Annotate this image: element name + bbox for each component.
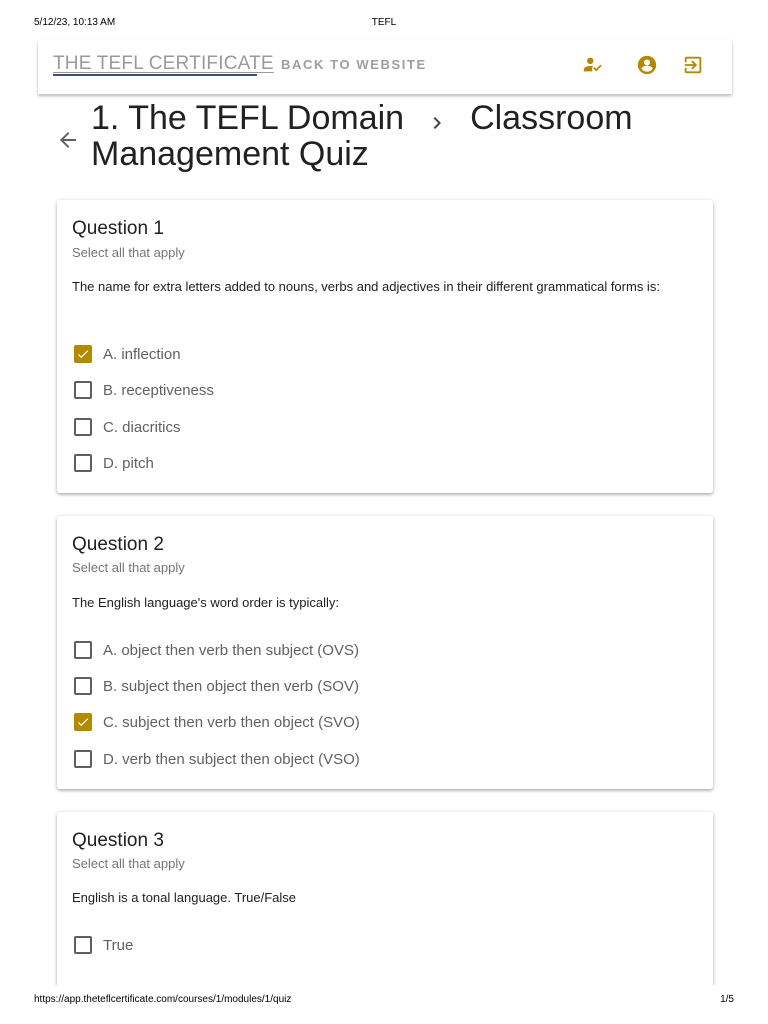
- exit-icon[interactable]: [681, 53, 705, 77]
- option-b[interactable]: [74, 675, 359, 697]
- brand-link[interactable]: THE TEFL CERTIFICATE: [53, 53, 274, 74]
- brand-underline: [53, 74, 257, 76]
- option-label: B. subject then object then verb (SOV): [103, 677, 359, 695]
- option-label: A. inflection: [103, 345, 181, 363]
- option-a[interactable]: [74, 343, 181, 365]
- question-text: English is a tonal language. True/False: [72, 890, 297, 905]
- checkbox-icon[interactable]: [74, 381, 92, 399]
- print-datetime: 5/12/23, 10:13 AM: [34, 17, 116, 28]
- checkbox-checked-icon[interactable]: [74, 345, 92, 363]
- app-bar: [38, 40, 732, 94]
- breadcrumb-module[interactable]: 1. The TEFL Domain: [91, 99, 405, 137]
- checkbox-icon[interactable]: [74, 641, 92, 659]
- checkbox-checked-icon[interactable]: [74, 713, 92, 731]
- question-title: Question 2: [72, 534, 164, 555]
- option-label: True: [103, 936, 134, 954]
- question-text: The name for extra letters added to nouns, verbs and adjectives in their different grammatical forms is:: [72, 279, 660, 294]
- grading-icon[interactable]: [581, 53, 605, 77]
- print-url: https://app.theteflcertificate.com/courses/1/modules/1/quiz: [34, 994, 292, 1005]
- account-circle-icon[interactable]: [635, 53, 659, 77]
- question-card-2: [57, 516, 713, 789]
- question-hint: Select all that apply: [72, 560, 185, 575]
- question-card-3: [57, 812, 713, 1012]
- print-page-number: 1/5: [720, 994, 734, 1005]
- option-label: B. receptiveness: [103, 381, 214, 399]
- checkbox-icon[interactable]: [74, 677, 92, 695]
- print-footer: [34, 994, 734, 1008]
- option-label: D. pitch: [103, 454, 154, 472]
- checkbox-icon[interactable]: [74, 454, 92, 472]
- chevron-right-icon: [424, 106, 450, 130]
- question-title: Question 1: [72, 218, 164, 239]
- option-c[interactable]: [74, 711, 360, 733]
- page-header: [56, 100, 736, 180]
- checkbox-icon[interactable]: [74, 750, 92, 768]
- option-true[interactable]: [74, 934, 133, 956]
- option-d[interactable]: [74, 748, 360, 770]
- checkbox-icon[interactable]: [74, 418, 92, 436]
- question-text: The English language's word order is typically:: [72, 595, 339, 610]
- question-title: Question 3: [72, 830, 164, 851]
- option-c[interactable]: [74, 416, 181, 438]
- option-label: D. verb then subject then object (VSO): [103, 750, 360, 768]
- breadcrumb-quiz: Classroom Management Quiz: [91, 99, 633, 173]
- print-doc-title: TEFL: [371, 17, 397, 28]
- option-d[interactable]: [74, 452, 154, 474]
- question-hint: Select all that apply: [72, 856, 185, 871]
- print-header: [34, 17, 734, 31]
- option-label: A. object then verb then subject (OVS): [103, 641, 359, 659]
- option-label: C. subject then verb then object (SVO): [103, 713, 360, 731]
- back-to-website-link[interactable]: BACK TO WEBSITE: [281, 57, 427, 72]
- option-a[interactable]: [74, 639, 359, 661]
- option-b[interactable]: [74, 379, 214, 401]
- option-label: C. diacritics: [103, 418, 181, 436]
- question-hint: Select all that apply: [72, 245, 185, 260]
- question-card-1: [57, 200, 713, 493]
- back-arrow-icon[interactable]: [56, 128, 80, 152]
- checkbox-icon[interactable]: [74, 936, 92, 954]
- page-title: [91, 100, 731, 172]
